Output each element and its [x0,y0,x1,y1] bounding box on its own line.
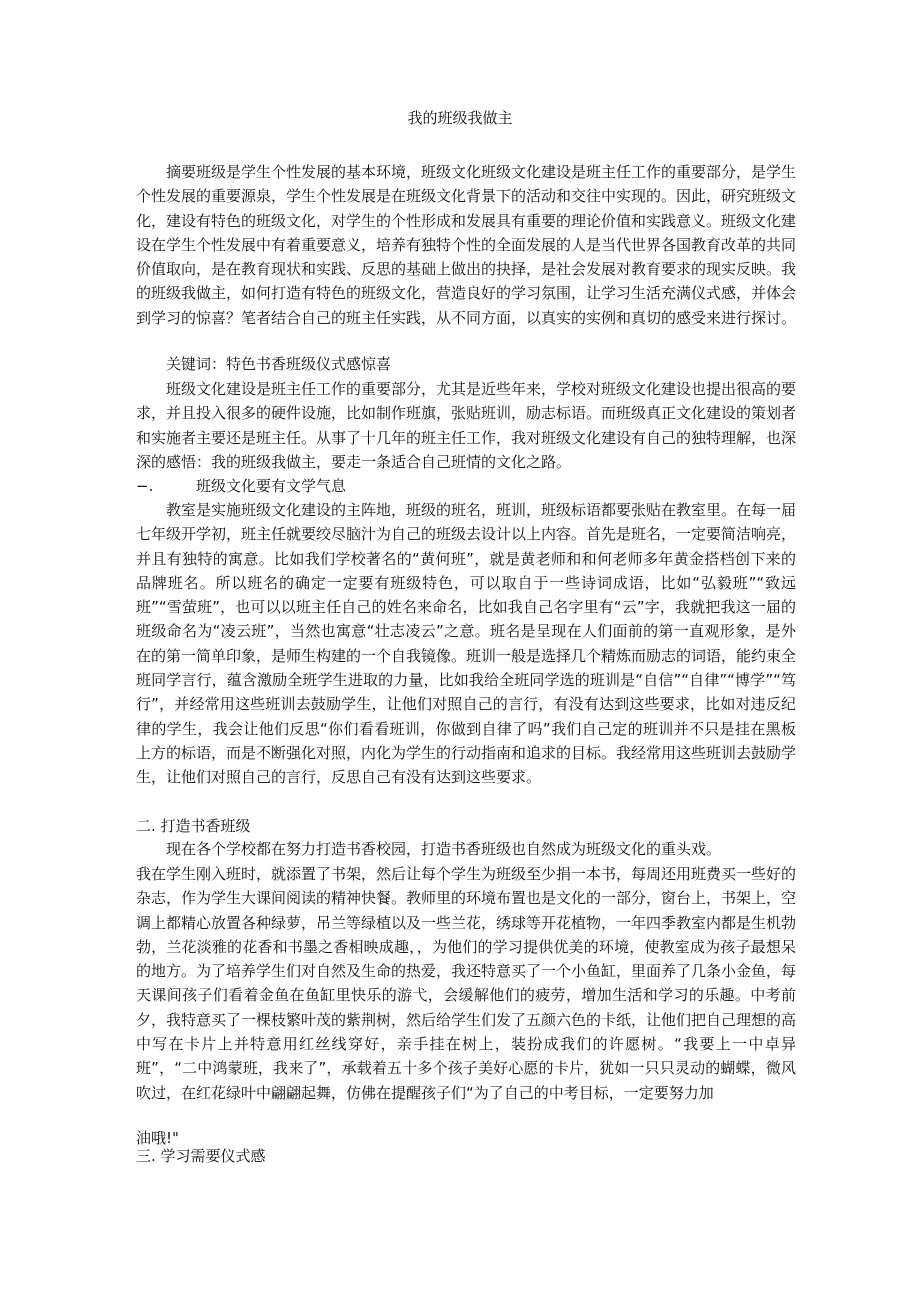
keywords-line: 关键词：特色书香班级仪式感惊喜 [166,355,392,373]
section-2-body: 我在学生刚入班时，就添置了书架，然后让每个学生为班级至少捐一本书，每周还用班费买一些好的杂志，作为学生大课间阅读的精神快餐。教师里的环境布置也是文化的一部分，窗台上，书架上，空调上都精心放置各种绿萝，吊兰等绿植以及一些兰花，绣球等开花植物，一年四季教室内都是生机勃勃，兰花淡雅的花香和书墨之香相映成趣，，为他们的学习提供优美的环境，使教室成为孩子最想呆的地方。为了培养学生们对自然及生命的热爱，我还特意买了一个小鱼缸，里面养了几条小金鱼，每天课间孩子们看着金鱼在鱼缸里快乐的游弋，会缓解他们的疲劳，增加生活和学习的乐趣。中考前夕，我特意买了一棵枝繁叶茂的紫荆树，然后给学生们发了五颜六色的卡纸，让他们把自己理想的高中写在卡片上并特意用红丝线穿好，亲手挂在树上，装扮成我们的许愿树。“我要上一中卓异班”，“二中鸿蒙班，我来了”，承载着五十多个孩子美好心愿的卡片，犹如一只只灵动的蝴蝶，微风吹过，在红花绿叶中翩翩起舞，仿佛在提醒孩子们“为了自己的中考目标，一定要努力加 [136,865,797,1102]
section-1-number: −. [136,477,154,495]
intro-paragraph: 班级文化建设是班主任工作的重要部分，尤其是近些年来，学校对班级文化建设也提出很高的要求，并且投入很多的硬件设施，比如制作班旗，张贴班训，励志标语。而班级真正文化建设的策划者和实施者主要还是班主任。从事了十几年的班主任工作，我对班级文化建设有自己的独特理解，也深深的感悟：我的班级我做主，要走一条适合自己班情的文化之路。 [136,380,797,471]
section-1-title: 班级文化要有文学气息 [196,477,347,495]
section-1-body: 教室是实施班级文化建设的主阵地，班级的班名，班训，班级标语都要张贴在教室里。在每一届七年级开学初，班主任就要绞尽脑汁为自己的班级去设计以上内容。首先是班名，一定要简洁响亮，并且有独特的寓意。比如我们学校著名的“黄何班”，就是黄老师和和何老师多年黄金搭档创下来的品牌班名。所以班名的确定一定要有班级特色，可以取自于一些诗词成语，比如“弘毅班”“致远班”“雪萤班”，也可以以班主任自己的姓名来命名，比如我自己名字里有“云”字，我就把我这一届的班级命名为“凌云班”，当然也寓意“壮志凌云”之意。班名是呈现在人们面前的第一直观形象，是外在的第一简单印象，是师生构建的一个自我镜像。班训一般是选择几个精炼而励志的词语，能约束全班同学言行，蕴含激励全班学生进取的力量，比如我给全班同学选的班训是“自信”“自律”“博学”“笃行”，并经常用这些班训去鼓励学生，让他们对照自己的言行，有没有达到这些要求，比如对违反纪律的学生，我会让他们反思“你们看看班训，你做到自律了吗”我们自己定的班训并不只是挂在黑板上方的标语，而是不断强化对照，内化为学生的行动指南和追求的目标。我经常用这些班训去鼓励学生，让他们对照自己的言行，反思自己有没有达到这些要求。 [136,501,797,787]
section-2-heading: 二. 打造书香班级 [136,817,251,835]
section-3-heading: 三. 学习需要仪式感 [136,1147,266,1165]
abstract-paragraph: 摘要班级是学生个性发展的基本环境，班级文化班级文化建设是班主任工作的重要部分，是学生个性发展的重要源泉，学生个性发展是在班级文化背景下的活动和交往中实现的。因此，研究班级文化，建设有特色的班级文化，对学生的个性形成和发展具有重要的理论价值和实践意义。班级文化建设在学生个性发展中有着重要意义，培养有独特个性的全面发展的人是当代世界各国教育改革的共同价值取向，是在教育现状和实践、反思的基础上做出的抉择，是社会发展对教育要求的现实反映。我的班级我做主，如何打造有特色的班级文化，营造良好的学习氛围，让学习生活充满仪式感，并体会到学习的惊喜？笔者结合自己的班主任实践，从不同方面，以真实的实例和真切的感受来进行探讨。 [136,163,797,327]
section-1-heading [136,474,796,498]
section-2-lead: 现在各个学校都在努力打造书香校园，打造书香班级也自然成为班级文化的重头戏。 [166,840,722,858]
section-2-tail: 油哦!" [136,1129,179,1147]
document-title: 我的班级我做主 [407,109,513,127]
